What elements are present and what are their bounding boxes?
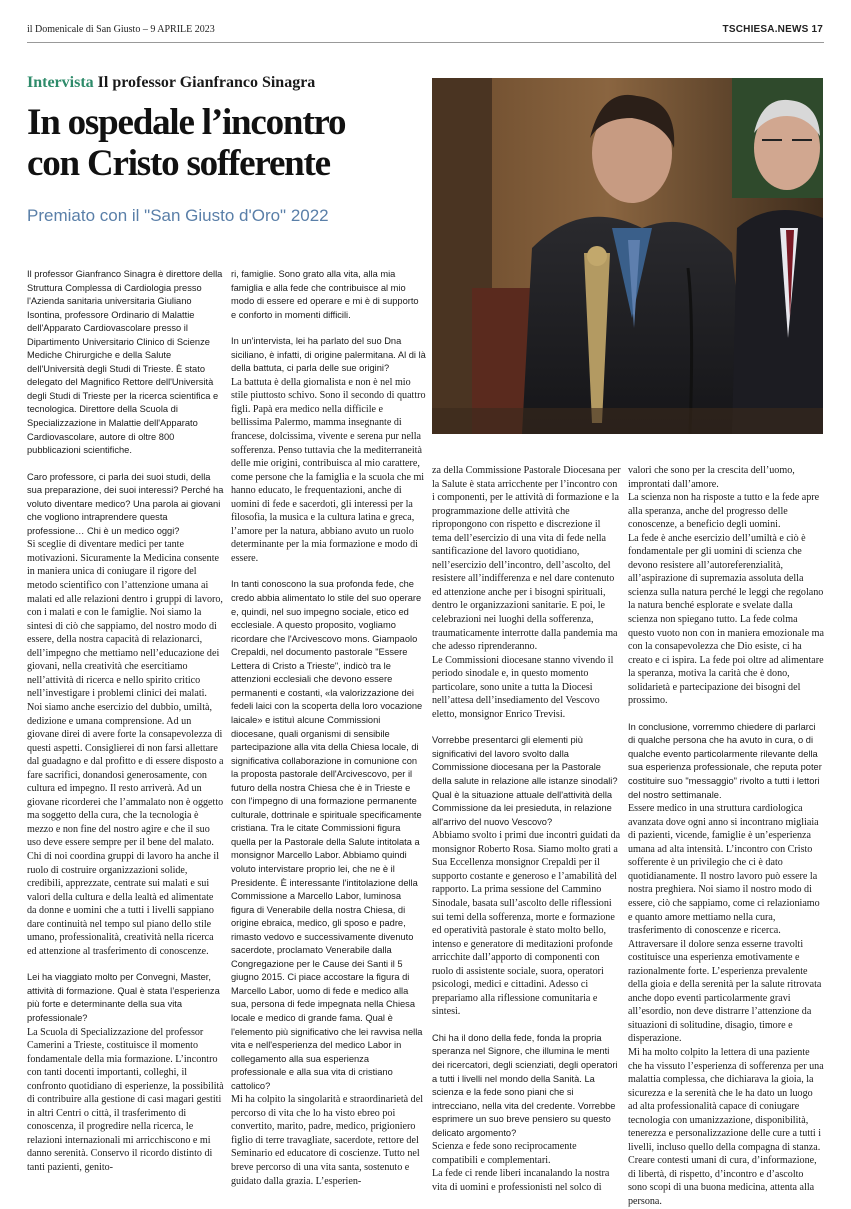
answer-7-cont (628, 1046, 824, 1209)
subtitle: Premiato con il "San Giusto d'Oro" 2022 (27, 206, 329, 225)
headline-line-1: In ospedale l’incontro (27, 102, 346, 143)
headline (27, 102, 427, 184)
question-6: Chi ha il dono della fede, fonda la propria speranza nel Signore, che illumina le menti dei ricercatori, degli scienziati, degli operatori a tutti i livelli nel mondo della Sanità. La scienza e la fede sono piani che si intrecciano, nella vita del credente. Vorrebbe esprimere un suo breve pensiero su questo delicato argomento? (432, 1032, 618, 1138)
answer-7-cont-text: Mi ha molto colpito la lettera di una paziente che ha vissuto l’esperienza di sofferenza per una malattia complessa, che dichiarava la gioia, la sicurezza e la serenità che le ha dato un luogo ad alta professionalità capace di coniugare tecnologia con umanizzazione, disponibilità, tenerezza e personalizzazione delle cure a tutti i livelli, incluso quello della compagna di stanza. Creare contesti umani di cura, d’informazione, di libertà, di rispetto, d’incontro e d’ascolto sono scopi di una buona medicina, attenta alla persona. (628, 1046, 824, 1207)
kicker-label: Intervista (27, 74, 94, 91)
question-7: In conclusione, vorremmo chiedere di parlarci di qualche persona che ha avuto in cura, o di qualche evento particolarmente rilevante della sua esperienza professionale, che reputa poter costituire suo "messaggio" rivolto a tutti i lettori del nostro settimanale. (628, 721, 822, 800)
column-4 (628, 464, 824, 1209)
answer-4-cont-2: Le Commissioni diocesane stanno vivendo il periodo sinodale e, in questo momento particolare, sono unite a tutta la Diocesi nell’attesa dell’insediamento del Vescovo eletto, monsignor Enrico Trevisi. (432, 654, 614, 720)
question-1: Caro professore, ci parla dei suoi studi, della sua preparazione, dei suoi interessi? Perché ha voluto diventare medico? Una parola ai giovani che vogliono intraprendere questa professione… Chi è un medico oggi? (27, 471, 224, 536)
intro-bio: Il professor Gianfranco Sinagra è direttore della Struttura Complessa di Cardiologia presso l'Azienda sanitaria universitaria Giuliano Isontina, professore Ordinario di Malattie dell'Apparato Cardiovascolare presso il Dipartimento Universitario Clinico di Scienze Mediche Chirurgiche e della Salute dell'Università degli Studi di Trieste. È stato delegato del Magnifico Rettore dell'Università degli Studi di Trieste per la ricerca scientifica e tecnologica. Direttore della Scuola di Specializzazione in Malattie dell'Apparato Cardiovascolare, autore di oltre 800 pubblicazioni scientifiche. (27, 269, 223, 456)
kicker-name: Il professor Gianfranco Sinagra (97, 74, 316, 91)
answer-6-cont: La fede ci rende liberi incanalando la nostra vita di uomini e professionisti nel solco di (432, 1168, 610, 1193)
header-divider (27, 42, 824, 43)
answer-3: La battuta è della giornalista e non è nel mio stile piuttosto schivo. Sono il secondo di quattro figli. Papà era medico nella difficile e bellissima Palermo, mamma insegnante di francese, dolcissima, vivente e serena pur nella sofferenza. Penso tuttavia che la mediterraneità delle mie origini, contribuisca al mio carattere, come persone che la famiglia e la scuola che mi hanno educato, le frequentazioni, anche di uomini di fede e sacerdoti, gli interessi per la filosofia, la musica e la cultura latina e greca, l’amore per la natura, abbiano avuto un ruolo determinante per la mia formazione e modo di essere. (231, 376, 426, 564)
running-header-page: TSCHIESA.NEWS 17 (722, 24, 823, 35)
answer-4: Mi ha colpito la singolarità e straordinarietà del percorso di vita che lo ha visto ebreo poi convertito, marito, padre, medico, prigioniero figlio di terre travagliate, sacerdote, rettore del Seminario ed educatore di coscienze. Tutto nel breve percorso di una vita santa, sostenuto e guidato dalla grazia. L’esperien- (231, 1094, 423, 1187)
answer-4-cont: za della Commissione Pastorale Diocesana per la Salute è stata arricchente per l’incontro con i componenti, per le attività di formazione e la programmazione delle attività che ripropongono con rispetto e discrezione il tema dell’esercizio di una vita di fede nella santificazione del lavoro quotidiano, nell’esercizio dell’incontro, dell’ascolto, del resistere all’indifferenza e nel dare contenuto ed attenzione anche per i bisogni spirituali, dentro le organizzazioni sanitarie. E poi, le celebrazioni nei luoghi della sofferenza, traumaticamente interrotte dalla pandemia ma che adesso riprenderanno. (432, 465, 621, 653)
running-header-date: il Domenicale di San Giusto – 9 APRILE 2023 (27, 24, 215, 35)
column-2 (231, 268, 426, 1188)
answer-6-cont-4: La fede è anche esercizio dell’umiltà e ciò è fondamentale per gli uomini di scienza che devono resistere all’autoreferenzialità, all’aspirazione di supremazia assoluta della scienza sulla natura perché le leggi che regolano la natura benché esplorate e svelate dalla scienza non spiegano tutto. La fede colma questo vuoto non con in maniera emozionale ma con la consapevolezza che Dio esiste, ci ha creato e ci ispira. La fede poi oltre ad alimentare la speranza, motiva la carità che è dono, solidarietà e partecipazione dei bisogni del prossimo. (628, 532, 824, 707)
kicker (27, 74, 315, 92)
question-4: In tanti conoscono la sua profonda fede, che credo abbia alimentato lo stile del suo operare e, quindi, nel suo impegno sociale, etico ed ecclesiale. A questo proposito, vogliamo ricordare che l'Arcivescovo mons. Giampaolo Crepaldi, nel documento pastorale "Essere Lettera di Cristo a Trieste", indicò tra le attenzioni ecclesiali che devono essere permanenti e costanti, «la valorizzazione dei fedeli laici con la scoperta della loro vocazione laicale» e istituì alcune Commissioni diocesane, quali organismi di sensibile partecipazione alla vita della Chiesa locale, di significativa collaborazione in comunione con la proposta pastorale dell'Arcivescovo, per il futuro della nostra Chiesa che è in Trieste e con l'impegno di una formazione permanente culturale, dottrinale e spirituale specificamente cristiana. Tra le citate Commissioni figura quella per la Pastorale della Salute intitolata a monsignor Marcello Labor. Abbiamo quindi voluto intervistare proprio lei, che ne è il Presidente. È interessante l'intitolazione della Commissione a Marcello Labor, luminosa figura di Venerabile della nostra Chiesa, di origine ebraica, medico, gli sposo e padre, rimasto vedovo e successivamente divenuto sacerdote, proclamato Venerabile dalla Congregazione per le Cause dei Santi il 5 giugno 2015. Ci piace accostare la figura di Marcello Labor, uomo di fede e medico alla sua, persona di fede impegnata nella Chiesa locale e medico di grande fama. Qual è l'elemento più significativo che lei ravvisa nella vita e nell'esperienza del medico Labor in collegamento alla sua esperienza professionale e alla sua vita di cristiano cattolico? (231, 579, 423, 1091)
answer-6-cont-2: valori che sono per la crescita dell’uomo, improntati dall’amore. (628, 465, 795, 490)
photo-illustration (432, 78, 823, 434)
answer-1-cont: Chi di noi coordina gruppi di lavoro ha anche il ruolo di costruire organizzazioni solide, credibili, apprezzate, centrate sui malati e sui valori della cultura e della lealtà ed alimentate da donne e uomini che a tutti i livelli sappiano dare continuità nel tempo sul piano dello stile umano, professionalità, creatività nella ricerca ed attenzione al trasferimento di conoscenze. (27, 850, 220, 957)
answer-6-cont-3: La scienza non ha risposte a tutto e la fede apre alla speranza, anche del progresso delle conoscenze, a beneficio degli uomini. (628, 492, 820, 531)
photo-man-right-body (732, 210, 823, 434)
question-2: Lei ha viaggiato molto per Convegni, Master, attività di formazione. Qual è stata l’esperienza più forte e determinante della sua vita professionale? (27, 972, 220, 1023)
photo-statuette-head (587, 246, 607, 266)
answer-5: Abbiamo svolto i primi due incontri guidati da monsignor Roberto Rosa. Siamo molto grati a Sua Eccellenza monsignor Crepaldi per il supporto costante e generoso e l’amabilità del rapporto. La prima sessione del Cammino Sinodale, basata sull’ascolto delle riflessioni sui temi della sofferenza, morte e formazione ed operatività pastorale è stato molto bello, intenso e generatore di meditazioni profonde arricchite dall’apporto di componenti con ruolo di assistente sociale, suora, operatori psicologi, medici e cittadini. Adesso ci prepariamo alla riflessione comunitaria e sintesi. (432, 830, 621, 1018)
answer-1: Si sceglie di diventare medici per tante motivazioni. Sicuramente la Medicina consente in maniera unica di coniugare il rigore del metodo scientifico con l’attenzione umana ai malati ed alle relazioni dentro i gruppi di lavoro, con i malati e con le famiglie. Noi siamo la sintesi di ciò che sappiamo, del nostro modo di essere, della nostra capacità di relazionarci, dell’impegno che mettiamo nell’educazione dei giovani, nella creatività che esercitiamo nell’attività di ricerca e nello spirito critico nell’investigare i problemi clinici dei malati. Noi siamo anche esercizio del dubbio, umiltà, dedizione e umana comprensione. Ad un giovane direi di avere forte la consapevolezza di questi aspetti. Consiglierei di non farsi allettare dal guadagno e dal profitto e di essere disposto a fare sacrifici, donandosi generosamente, con cultura ed impegno. Il resto arriverà. Ad un giovane ricorderei che l’ammalato non è oggetto ma soggetto della cura, che la tecnologia è mezzo e non fine del nostro agire e che il suo uso deve essere sempre per il bene del malato. (27, 539, 224, 849)
answer-7: Essere medico in una struttura cardiologica avanzata dove ogni anno si incontrano migliaia di pazienti, vicende, famiglie è un’esperienza umana ad alta intensità. L’incontro con Cristo sofferente è un privilegio che ci è dato quotidianamente. Il nostro lavoro può essere la nostra preghiera. Noi siamo il nostro modo di essere, ciò che sappiamo, come ci relazioniamo e quanto amore mettiamo nella cura, trasferimento di conoscenze e ricerca. Attraversare il dolore senza esserne travolti costituisce una esperienza emotivamente e razionalmente forte. L’esperienza prevalente della gioia e della serenità per la salute ritrovata anche dopo eventi particolarmente gravi all’esordio, non deve distrarre l’attenzione da situazioni di solitudine, disagio, timore e disperazione. (628, 803, 822, 1045)
article-photo (432, 78, 823, 434)
answer-2-cont: ri, famiglie. Sono grato alla vita, alla mia famiglia e alla fede che contribuisce al mio modo di essere ed operare e mi è di supporto e conforto in momenti difficili. (231, 269, 419, 320)
headline-line-2: con Cristo sofferente (27, 143, 330, 184)
column-3 (432, 464, 622, 1194)
question-3: In un'intervista, lei ha parlato del suo Dna siciliano, è infatti, di origine palermitana. Al di là della battuta, ci parla delle sue origini? (231, 336, 426, 374)
column-1 (27, 268, 224, 1175)
photo-table (432, 408, 823, 434)
answer-2: La Scuola di Specializzazione del professor Camerini a Trieste, costituisce il momento fondamentale della mia formazione. L’incontro con tanti docenti importanti, colleghi, il confronto quotidiano di esperienze, la possibilità di contribuire alla gestione di casi magari gestiti in altri Centri o città, il trasferimento di conoscenza, il progredire nella ricerca, le relazioni internazionali mi arricchiscono e mi danno serenità. Conservo il ricordo distinto di tanti pazienti, genito- (27, 1026, 224, 1173)
question-5: Vorrebbe presentarci gli elementi più significativi del lavoro svolto dalla Commissione diocesana per la Pastorale della salute in relazione alle istanze sinodali? Qual è la situazione attuale dell'attività della Commissione da lei presieduta, in relazione all'arrivo del nuovo Vescovo? (432, 735, 618, 827)
answer-6: Scienza e fede sono reciprocamente compatibili e complementari. (432, 1141, 577, 1166)
